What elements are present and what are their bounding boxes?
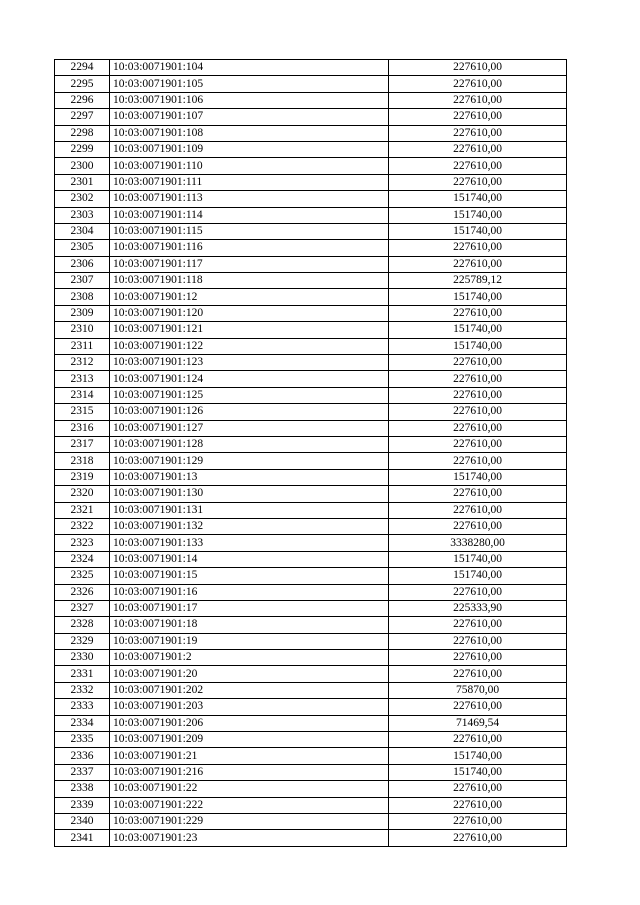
table-row [55, 633, 567, 649]
table-row [55, 617, 567, 633]
value-cell: 227610,00 [389, 584, 567, 600]
value-cell: 227610,00 [389, 371, 567, 387]
cadastral-number-cell: 10:03:0071901:105 [110, 76, 389, 92]
table-row [55, 141, 567, 157]
value-cell: 227610,00 [389, 486, 567, 502]
value-cell: 227610,00 [389, 125, 567, 141]
row-number-cell: 2295 [55, 76, 110, 92]
row-number-cell: 2328 [55, 617, 110, 633]
cadastral-number-cell: 10:03:0071901:125 [110, 387, 389, 403]
row-number-cell: 2311 [55, 338, 110, 354]
cadastral-number-cell: 10:03:0071901:20 [110, 666, 389, 682]
table-row [55, 240, 567, 256]
table-row [55, 420, 567, 436]
row-number-cell: 2327 [55, 600, 110, 616]
cadastral-number-cell: 10:03:0071901:209 [110, 732, 389, 748]
row-number-cell: 2322 [55, 518, 110, 534]
row-number-cell: 2309 [55, 305, 110, 321]
cadastral-number-cell: 10:03:0071901:12 [110, 289, 389, 305]
table-row [55, 174, 567, 190]
value-cell: 227610,00 [389, 92, 567, 108]
table-row [55, 305, 567, 321]
value-cell: 227610,00 [389, 781, 567, 797]
table-row [55, 568, 567, 584]
value-cell: 227610,00 [389, 240, 567, 256]
value-cell: 151740,00 [389, 322, 567, 338]
row-number-cell: 2338 [55, 781, 110, 797]
row-number-cell: 2296 [55, 92, 110, 108]
row-number-cell: 2341 [55, 830, 110, 846]
cadastral-number-cell: 10:03:0071901:18 [110, 617, 389, 633]
value-cell: 227610,00 [389, 518, 567, 534]
row-number-cell: 2321 [55, 502, 110, 518]
table-row [55, 830, 567, 846]
value-cell: 227610,00 [389, 420, 567, 436]
table-row [55, 191, 567, 207]
cadastral-number-cell: 10:03:0071901:110 [110, 158, 389, 174]
value-cell: 151740,00 [389, 338, 567, 354]
cadastral-number-cell: 10:03:0071901:19 [110, 633, 389, 649]
row-number-cell: 2332 [55, 682, 110, 698]
cadastral-number-cell: 10:03:0071901:14 [110, 551, 389, 567]
cadastral-number-cell: 10:03:0071901:115 [110, 223, 389, 239]
row-number-cell: 2334 [55, 715, 110, 731]
table-row [55, 207, 567, 223]
value-cell: 227610,00 [389, 76, 567, 92]
cadastral-number-cell: 10:03:0071901:13 [110, 469, 389, 485]
cadastral-number-cell: 10:03:0071901:109 [110, 141, 389, 157]
value-cell: 151740,00 [389, 289, 567, 305]
cadastral-number-cell: 10:03:0071901:108 [110, 125, 389, 141]
row-number-cell: 2339 [55, 797, 110, 813]
value-cell: 151740,00 [389, 748, 567, 764]
value-cell: 227610,00 [389, 617, 567, 633]
value-cell: 227610,00 [389, 404, 567, 420]
table-row [55, 158, 567, 174]
table-row [55, 715, 567, 731]
registry-table [54, 59, 567, 847]
cadastral-number-cell: 10:03:0071901:130 [110, 486, 389, 502]
table-row [55, 436, 567, 452]
row-number-cell: 2307 [55, 273, 110, 289]
value-cell: 227610,00 [389, 502, 567, 518]
cadastral-number-cell: 10:03:0071901:129 [110, 453, 389, 469]
row-number-cell: 2301 [55, 174, 110, 190]
registry-table-body [55, 60, 567, 847]
row-number-cell: 2336 [55, 748, 110, 764]
table-row [55, 732, 567, 748]
row-number-cell: 2305 [55, 240, 110, 256]
table-row [55, 289, 567, 305]
row-number-cell: 2337 [55, 764, 110, 780]
cadastral-number-cell: 10:03:0071901:122 [110, 338, 389, 354]
table-row [55, 551, 567, 567]
row-number-cell: 2314 [55, 387, 110, 403]
table-row [55, 92, 567, 108]
table-row [55, 322, 567, 338]
table-row [55, 813, 567, 829]
row-number-cell: 2323 [55, 535, 110, 551]
table-row [55, 748, 567, 764]
value-cell: 227610,00 [389, 158, 567, 174]
cadastral-number-cell: 10:03:0071901:22 [110, 781, 389, 797]
cadastral-number-cell: 10:03:0071901:17 [110, 600, 389, 616]
value-cell: 75870,00 [389, 682, 567, 698]
row-number-cell: 2340 [55, 813, 110, 829]
table-row [55, 453, 567, 469]
table-row [55, 223, 567, 239]
table-row [55, 502, 567, 518]
cadastral-number-cell: 10:03:0071901:15 [110, 568, 389, 584]
value-cell: 227610,00 [389, 830, 567, 846]
cadastral-number-cell: 10:03:0071901:117 [110, 256, 389, 272]
value-cell: 227610,00 [389, 355, 567, 371]
value-cell: 151740,00 [389, 469, 567, 485]
row-number-cell: 2308 [55, 289, 110, 305]
cadastral-number-cell: 10:03:0071901:120 [110, 305, 389, 321]
table-row [55, 650, 567, 666]
table-row [55, 682, 567, 698]
row-number-cell: 2320 [55, 486, 110, 502]
value-cell: 227610,00 [389, 453, 567, 469]
cadastral-number-cell: 10:03:0071901:202 [110, 682, 389, 698]
row-number-cell: 2329 [55, 633, 110, 649]
cadastral-number-cell: 10:03:0071901:222 [110, 797, 389, 813]
value-cell: 71469,54 [389, 715, 567, 731]
cadastral-number-cell: 10:03:0071901:106 [110, 92, 389, 108]
table-row [55, 404, 567, 420]
value-cell: 227610,00 [389, 305, 567, 321]
row-number-cell: 2335 [55, 732, 110, 748]
table-row [55, 109, 567, 125]
value-cell: 151740,00 [389, 223, 567, 239]
value-cell: 227610,00 [389, 699, 567, 715]
cadastral-number-cell: 10:03:0071901:203 [110, 699, 389, 715]
row-number-cell: 2304 [55, 223, 110, 239]
row-number-cell: 2313 [55, 371, 110, 387]
value-cell: 227610,00 [389, 436, 567, 452]
cadastral-number-cell: 10:03:0071901:21 [110, 748, 389, 764]
cadastral-number-cell: 10:03:0071901:2 [110, 650, 389, 666]
row-number-cell: 2303 [55, 207, 110, 223]
table-row [55, 797, 567, 813]
cadastral-number-cell: 10:03:0071901:132 [110, 518, 389, 534]
value-cell: 151740,00 [389, 551, 567, 567]
cadastral-number-cell: 10:03:0071901:118 [110, 273, 389, 289]
row-number-cell: 2333 [55, 699, 110, 715]
value-cell: 151740,00 [389, 568, 567, 584]
row-number-cell: 2306 [55, 256, 110, 272]
table-row [55, 584, 567, 600]
cadastral-number-cell: 10:03:0071901:131 [110, 502, 389, 518]
value-cell: 151740,00 [389, 764, 567, 780]
row-number-cell: 2302 [55, 191, 110, 207]
cadastral-number-cell: 10:03:0071901:206 [110, 715, 389, 731]
cadastral-number-cell: 10:03:0071901:107 [110, 109, 389, 125]
table-row [55, 76, 567, 92]
table-row [55, 273, 567, 289]
row-number-cell: 2315 [55, 404, 110, 420]
cadastral-number-cell: 10:03:0071901:104 [110, 60, 389, 76]
row-number-cell: 2331 [55, 666, 110, 682]
row-number-cell: 2319 [55, 469, 110, 485]
value-cell: 151740,00 [389, 207, 567, 223]
value-cell: 227610,00 [389, 633, 567, 649]
cadastral-number-cell: 10:03:0071901:133 [110, 535, 389, 551]
value-cell: 227610,00 [389, 256, 567, 272]
cadastral-number-cell: 10:03:0071901:128 [110, 436, 389, 452]
table-row [55, 764, 567, 780]
cadastral-number-cell: 10:03:0071901:229 [110, 813, 389, 829]
row-number-cell: 2325 [55, 568, 110, 584]
cadastral-number-cell: 10:03:0071901:113 [110, 191, 389, 207]
value-cell: 227610,00 [389, 732, 567, 748]
cadastral-number-cell: 10:03:0071901:124 [110, 371, 389, 387]
table-row [55, 60, 567, 76]
table-row [55, 371, 567, 387]
value-cell: 151740,00 [389, 191, 567, 207]
table-row [55, 535, 567, 551]
row-number-cell: 2294 [55, 60, 110, 76]
table-row [55, 338, 567, 354]
row-number-cell: 2300 [55, 158, 110, 174]
row-number-cell: 2312 [55, 355, 110, 371]
row-number-cell: 2324 [55, 551, 110, 567]
table-row [55, 256, 567, 272]
value-cell: 227610,00 [389, 797, 567, 813]
table-row [55, 486, 567, 502]
table-row [55, 469, 567, 485]
table-row [55, 666, 567, 682]
table-row [55, 355, 567, 371]
cadastral-number-cell: 10:03:0071901:127 [110, 420, 389, 436]
cadastral-number-cell: 10:03:0071901:126 [110, 404, 389, 420]
row-number-cell: 2297 [55, 109, 110, 125]
row-number-cell: 2330 [55, 650, 110, 666]
value-cell: 225789,12 [389, 273, 567, 289]
table-row [55, 125, 567, 141]
row-number-cell: 2326 [55, 584, 110, 600]
value-cell: 227610,00 [389, 60, 567, 76]
table-row [55, 699, 567, 715]
row-number-cell: 2316 [55, 420, 110, 436]
value-cell: 227610,00 [389, 109, 567, 125]
cadastral-number-cell: 10:03:0071901:23 [110, 830, 389, 846]
value-cell: 227610,00 [389, 141, 567, 157]
cadastral-number-cell: 10:03:0071901:111 [110, 174, 389, 190]
cadastral-number-cell: 10:03:0071901:16 [110, 584, 389, 600]
table-row [55, 518, 567, 534]
row-number-cell: 2298 [55, 125, 110, 141]
cadastral-number-cell: 10:03:0071901:121 [110, 322, 389, 338]
value-cell: 3338280,00 [389, 535, 567, 551]
cadastral-number-cell: 10:03:0071901:114 [110, 207, 389, 223]
row-number-cell: 2318 [55, 453, 110, 469]
cadastral-number-cell: 10:03:0071901:216 [110, 764, 389, 780]
row-number-cell: 2310 [55, 322, 110, 338]
value-cell: 225333,90 [389, 600, 567, 616]
value-cell: 227610,00 [389, 387, 567, 403]
value-cell: 227610,00 [389, 174, 567, 190]
value-cell: 227610,00 [389, 650, 567, 666]
cadastral-number-cell: 10:03:0071901:116 [110, 240, 389, 256]
table-row [55, 781, 567, 797]
cadastral-number-cell: 10:03:0071901:123 [110, 355, 389, 371]
table-row [55, 600, 567, 616]
value-cell: 227610,00 [389, 813, 567, 829]
table-row [55, 387, 567, 403]
value-cell: 227610,00 [389, 666, 567, 682]
row-number-cell: 2317 [55, 436, 110, 452]
row-number-cell: 2299 [55, 141, 110, 157]
